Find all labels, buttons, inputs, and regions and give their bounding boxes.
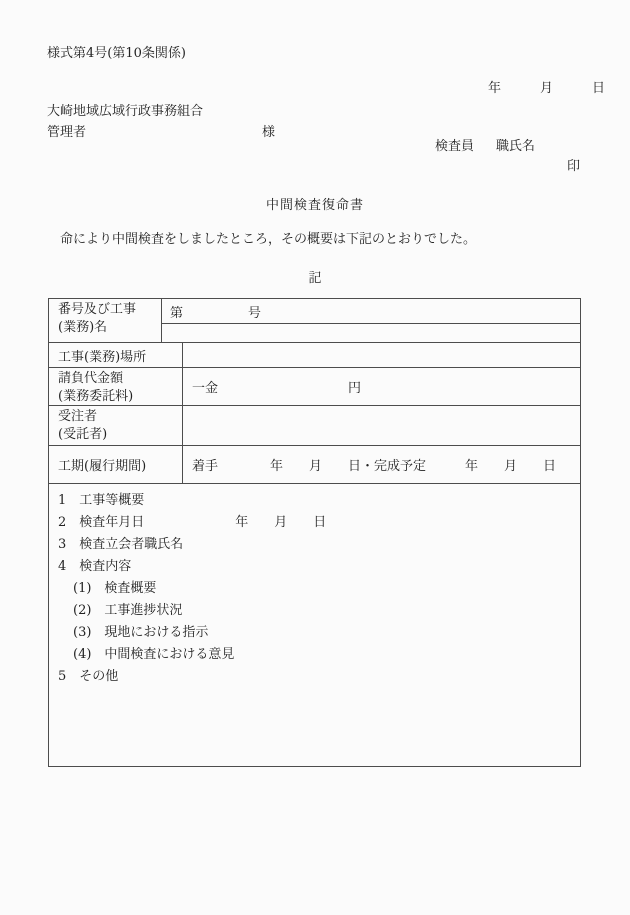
seal-mark: 印 [567, 159, 581, 174]
note-inspection-items: 4 検査内容 [58, 559, 132, 574]
document-title: 中間検査復命書 [265, 198, 364, 213]
period-value-field: 着手 年 月 日・完成予定 年 月 日 [192, 459, 557, 474]
inspector-label: 検査員 [435, 139, 475, 154]
row-location-label: 工事(業務)場所 [49, 343, 183, 367]
note-witnesses: 3 検査立会者職氏名 [58, 537, 184, 552]
notes-section [49, 484, 580, 766]
date-line: 年 月 日 [487, 81, 605, 96]
contractor-value-field [183, 406, 580, 445]
table-row-contractor [49, 406, 580, 446]
note-sub-progress: (2) 工事進捗状況 [73, 603, 183, 618]
body-text: 命により中間検査をしましたところ，その概要は下記のとおりでした。 [47, 232, 477, 247]
row-number-label: 番号及び工事 (業務)名 [49, 299, 162, 342]
note-work-overview: 1 工事等概要 [58, 493, 145, 508]
form-table [48, 298, 581, 767]
addressee-honorific: 様 [262, 125, 276, 140]
row-period-label: 工期(履行期間) [49, 446, 183, 483]
row-contractor-label: 受注者 (受託者) [49, 406, 183, 445]
number-value-field: 第 号 [162, 299, 580, 324]
record-marker: 記 [308, 271, 322, 286]
table-row-amount [49, 368, 580, 406]
note-inspection-date: 2 検査年月日 年 月 日 [58, 515, 327, 530]
note-sub-overview: (1) 検査概要 [73, 581, 157, 596]
note-other: 5 その他 [58, 669, 119, 684]
note-sub-site-instructions: (3) 現地における指示 [73, 625, 209, 640]
addressee-label: 管理者 [47, 125, 87, 140]
row-number-value-cell [162, 299, 580, 342]
inspector-name-label: 職氏名 [496, 139, 536, 154]
table-row-period [49, 446, 580, 484]
row-amount-label: 請負代金額 (業務委託料) [49, 368, 183, 405]
table-row-location [49, 343, 580, 368]
form-number: 様式第4号(第10条関係) [47, 46, 186, 61]
note-sub-opinions: (4) 中間検査における意見 [73, 647, 235, 662]
location-value-field [183, 343, 580, 367]
name-value-field [162, 324, 580, 342]
amount-value-field: 一金 円 [192, 381, 362, 396]
table-row-number-and-name [49, 299, 580, 343]
organization-name: 大崎地域広域行政事務組合 [47, 104, 204, 119]
